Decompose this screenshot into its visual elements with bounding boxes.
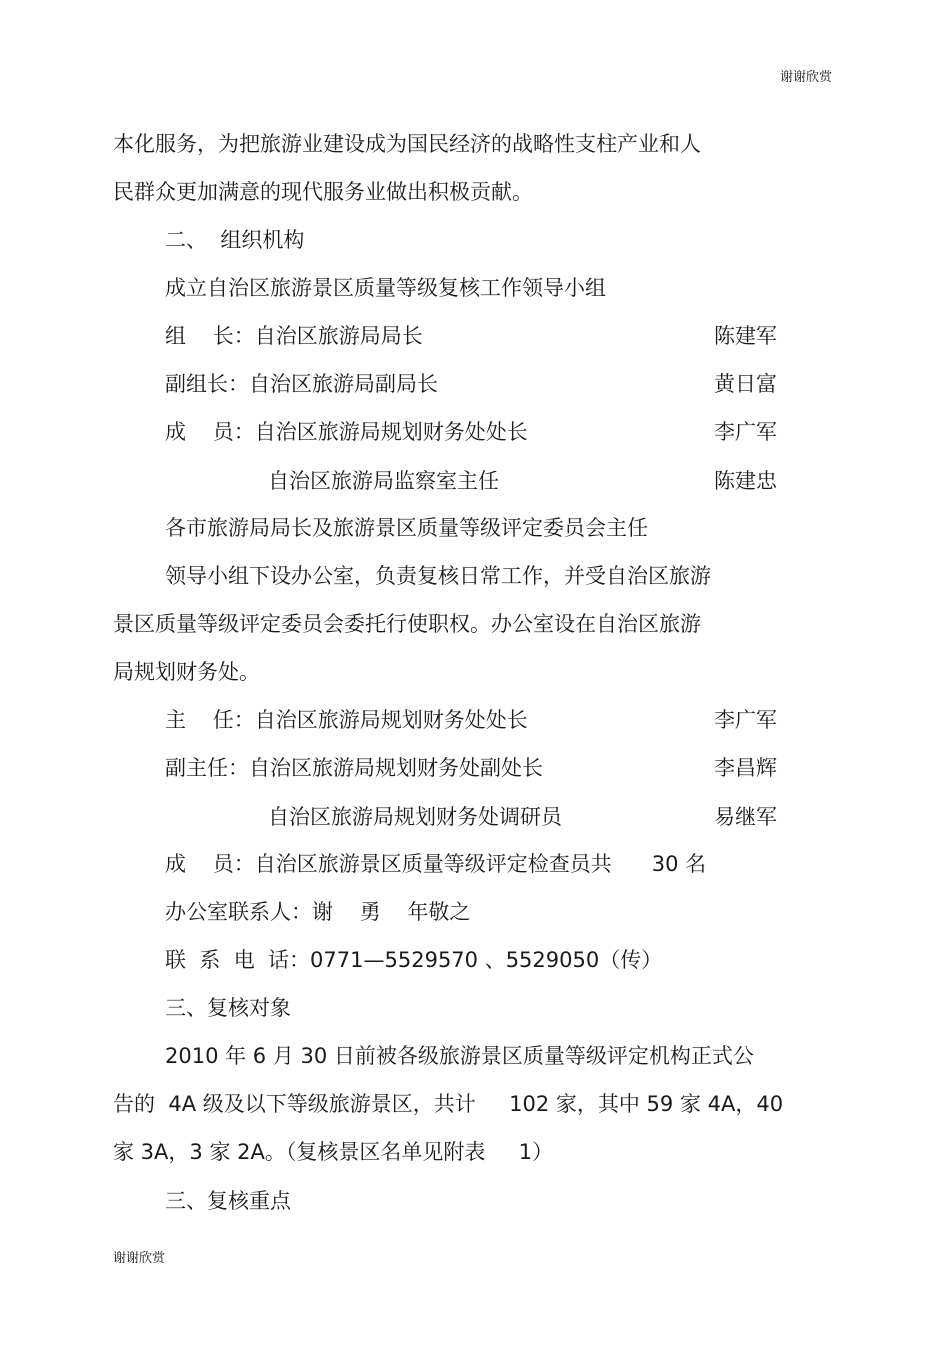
role-line: 自治区旅游局监察室主任 (268, 469, 499, 493)
contact-line: 办公室联系人：谢 勇 年敬之 (165, 900, 471, 924)
person-name: 李昌辉 (714, 756, 777, 780)
role-line: 副主任：自治区旅游局规划财务处副处长 (165, 756, 543, 780)
body-line: 本化服务，为把旅游业建设成为国民经济的战略性支柱产业和人 (113, 132, 701, 156)
body-line: 告的 4A 级及以下等级旅游景区，共计 102 家，其中 59 家 4A，40 (113, 1092, 784, 1116)
person-name: 易继军 (714, 805, 777, 829)
person-name: 李广军 (714, 420, 777, 444)
body-line: 民群众更加满意的现代服务业做出积极贡献。 (113, 180, 533, 204)
section-heading: 二、 组织机构 (165, 228, 305, 252)
role-line: 副组长：自治区旅游局副局长 (165, 372, 438, 396)
page-footer: 谢谢欣赏 (113, 1251, 166, 1266)
person-name: 陈建军 (714, 324, 777, 348)
body-line: 家 3A，3 家 2A。（复核景区名单见附表 1） (113, 1140, 554, 1164)
section-heading: 三、复核重点 (165, 1189, 291, 1213)
page-header: 谢谢欣赏 (779, 70, 832, 85)
body-line: 各市旅游局局长及旅游景区质量等级评定委员会主任 (165, 516, 648, 540)
person-name: 黄日富 (714, 372, 777, 396)
body-line: 2010 年 6 月 30 日前被各级旅游景区质量等级评定机构正式公 (165, 1044, 754, 1068)
body-line: 局规划财务处。 (113, 660, 260, 684)
phone-line: 联 系 电 话：0771—5529570 、5529050（传） (165, 948, 663, 972)
person-name: 李广军 (714, 708, 777, 732)
body-line: 景区质量等级评定委员会委托行使职权。办公室设在自治区旅游 (113, 612, 701, 636)
role-line: 主 任：自治区旅游局规划财务处处长 (165, 708, 528, 732)
body-line: 领导小组下设办公室，负责复核日常工作，并受自治区旅游 (165, 564, 711, 588)
body-line: 成立自治区旅游景区质量等级复核工作领导小组 (165, 276, 606, 300)
role-line: 成 员：自治区旅游局规划财务处处长 (165, 420, 528, 444)
person-name: 陈建忠 (714, 469, 777, 493)
role-line: 成 员：自治区旅游景区质量等级评定检查员共 30 名 (165, 852, 707, 876)
role-line: 自治区旅游局规划财务处调研员 (268, 805, 562, 829)
role-line: 组 长：自治区旅游局局长 (165, 324, 423, 348)
section-heading: 三、复核对象 (165, 996, 291, 1020)
